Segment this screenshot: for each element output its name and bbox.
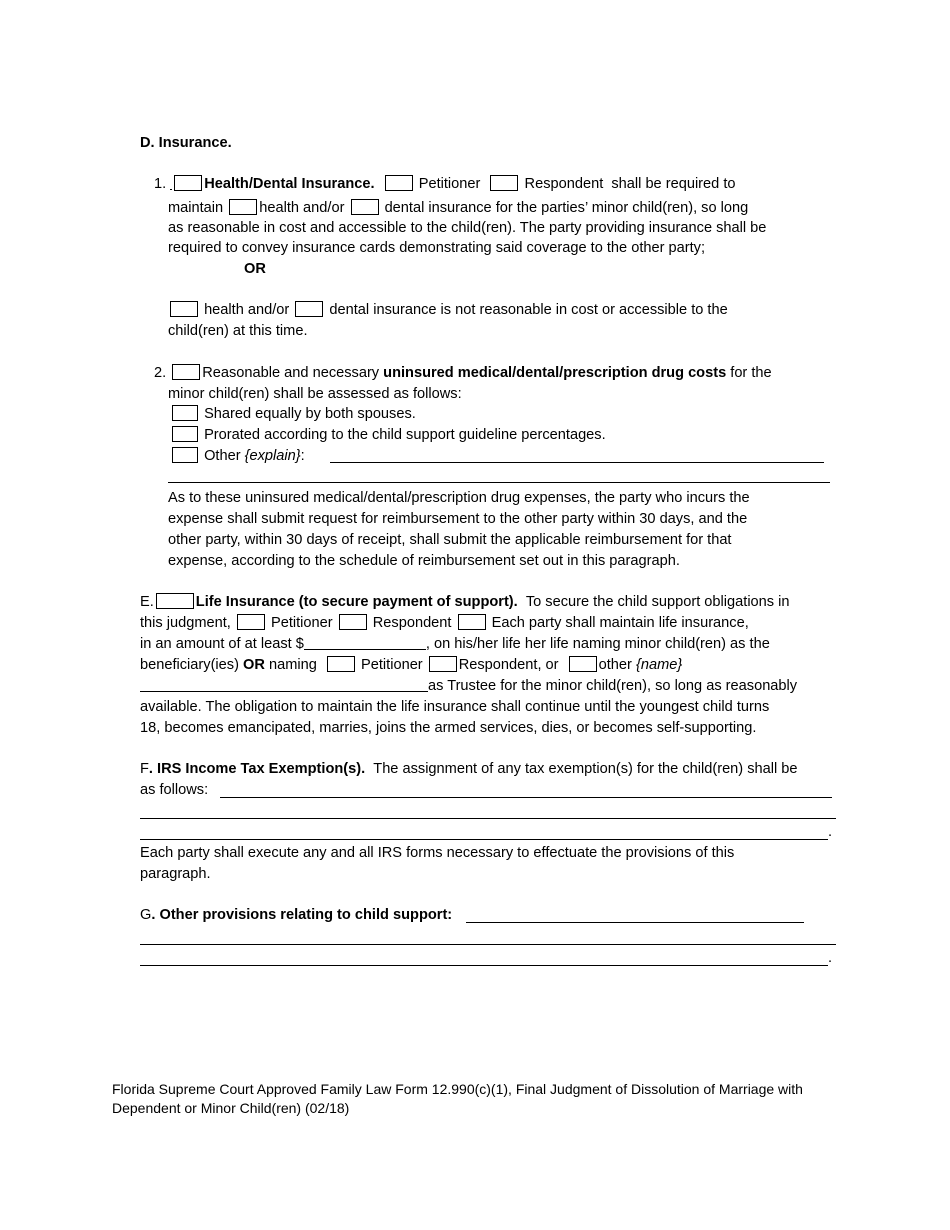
item1-petitioner-label: Petitioner (418, 176, 481, 192)
item2-pre: Reasonable and necessary (202, 365, 380, 381)
section-g-title: . Other provisions relating to child support: (151, 907, 453, 923)
section-f-title: . IRS Income Tax Exemption(s). (148, 761, 366, 777)
shared-equally-checkbox[interactable] (172, 405, 198, 421)
item1-or: OR (244, 261, 266, 277)
item2-bold: uninsured medical/dental/prescription drug costs (383, 365, 727, 381)
item2-opt3 (168, 446, 305, 467)
alt-dental-checkbox[interactable] (295, 301, 323, 317)
item1-line1 (154, 174, 736, 195)
other-explain: {explain} (244, 448, 301, 464)
item1-maintain: maintain (168, 200, 224, 216)
item2-opt2 (168, 425, 606, 446)
tax-exemption-field-3[interactable] (140, 839, 828, 840)
trustee-other-checkbox[interactable] (569, 656, 597, 672)
section-d-title: D. Insurance. (140, 135, 232, 151)
section-f-period: . (828, 824, 833, 840)
section-e-l2-pre: this judgment, (140, 615, 231, 631)
other-explain-field-2[interactable] (168, 482, 830, 483)
life-respondent-label: Respondent (372, 615, 452, 631)
tax-exemption-field-2[interactable] (140, 818, 836, 819)
trustee-respondent-checkbox[interactable] (429, 656, 457, 672)
item1-petitioner-checkbox[interactable] (385, 175, 413, 191)
health-dental-checkbox[interactable] (174, 175, 202, 191)
section-e-naming: naming (268, 657, 317, 673)
section-e-line1 (140, 592, 790, 613)
prorated-label: Prorated according to the child support guideline percentages. (204, 427, 606, 443)
trustee-petitioner-label: Petitioner (361, 657, 423, 673)
section-e-l5-post: as Trustee for the minor child(ren), so long as reasonably (428, 678, 798, 694)
life-each-party-label: Each party shall maintain life insurance, (491, 615, 749, 631)
section-e-letter: E. (140, 594, 154, 610)
item1-line3: as reasonable in cost and accessible to the child(ren). The party providing insurance shall be (168, 220, 767, 236)
other-provisions-field-1[interactable] (466, 922, 804, 923)
item2-number: 2. (154, 365, 167, 381)
item1-line2 (168, 198, 748, 219)
section-e-l3-pre: in an amount of at least $ (140, 636, 304, 652)
item2-para2: expense shall submit request for reimbursement to the other party within 30 days, and the (168, 511, 748, 527)
item1-alt-line2: child(ren) at this time. (168, 323, 308, 339)
section-g-period: . (828, 950, 833, 966)
life-each-party-checkbox[interactable] (458, 614, 486, 630)
item1-title: Health/Dental Insurance. (204, 176, 375, 192)
footer-line1: Florida Supreme Court Approved Family Law Form 12.990(c)(1), Final Judgment of Dissolution of Marriage with (112, 1081, 803, 1097)
section-e-line5 (140, 676, 797, 697)
item1-respondent-label: Respondent (524, 176, 604, 192)
alt-health-label: health and/or (204, 302, 290, 318)
tax-exemption-field-1[interactable] (220, 797, 832, 798)
section-e-title-post: To secure the child support obligations in (525, 594, 790, 610)
trustee-respondent-label: Respondent, or (458, 657, 559, 673)
alt-health-checkbox[interactable] (170, 301, 198, 317)
section-e-line3 (140, 634, 770, 655)
section-f-letter: F (140, 761, 149, 777)
item1-health-label: health and/or (259, 200, 345, 216)
life-petitioner-checkbox[interactable] (237, 614, 265, 630)
shared-equally-label: Shared equally by both spouses. (204, 406, 416, 422)
section-e-line7: 18, becomes emancipated, marries, joins the armed services, dies, or becomes self-supporting. (140, 720, 757, 736)
section-g-line1 (140, 905, 452, 926)
item2-line2: minor child(ren) shall be assessed as follows: (168, 386, 462, 402)
other-provisions-field-3[interactable] (140, 965, 828, 966)
section-f-line1 (140, 759, 798, 780)
item1-number: 1. (154, 176, 167, 192)
item2-opt1 (168, 404, 416, 425)
item2-para1: As to these uninsured medical/dental/prescription drug expenses, the party who incurs the (168, 490, 750, 506)
item1-dental-text: dental insurance for the parties’ minor child(ren), so long (384, 200, 749, 216)
section-e-line6: available. The obligation to maintain the life insurance shall continue until the youngest child turns (140, 699, 770, 715)
section-f-post: The assignment of any tax exemption(s) for the child(ren) shall be (373, 761, 798, 777)
item1-shall: shall be required to (611, 176, 736, 192)
section-e-title: Life Insurance (to secure payment of support). (195, 594, 518, 610)
item2-post: for the (730, 365, 772, 381)
life-amount-field[interactable] (304, 635, 426, 650)
section-e-line4 (140, 655, 682, 676)
item2-line1 (154, 363, 772, 384)
section-e-line2 (140, 613, 749, 634)
item1-alt-line1 (168, 300, 728, 321)
trustee-name-field[interactable] (140, 677, 428, 692)
section-f-para2: paragraph. (140, 866, 211, 882)
section-e-or: OR (243, 657, 265, 673)
section-e-l3-post: , on his/her life her life naming minor child(ren) as the (425, 636, 770, 652)
other-label: Other (204, 448, 241, 464)
item2-para4: expense, according to the schedule of reimbursement set out in this paragraph. (168, 553, 680, 569)
item2-para3: other party, within 30 days of receipt, shall submit the applicable reimbursement for that (168, 532, 732, 548)
trustee-petitioner-checkbox[interactable] (327, 656, 355, 672)
trustee-other-label: other (598, 657, 632, 673)
prorated-checkbox[interactable] (172, 426, 198, 442)
life-petitioner-label: Petitioner (270, 615, 333, 631)
item1-dental-checkbox[interactable] (351, 199, 379, 215)
trustee-other-name: {name} (635, 657, 683, 673)
life-insurance-checkbox[interactable] (156, 593, 194, 609)
section-e-l4-pre: beneficiary(ies) (140, 657, 239, 673)
section-f-line2 (140, 780, 208, 801)
item1-line4: required to convey insurance cards demonstrating said coverage to the other party; (168, 240, 706, 256)
section-f-as-follows: as follows: (140, 782, 209, 798)
item1-health-checkbox[interactable] (229, 199, 257, 215)
footer-line2: Dependent or Minor Child(ren) (02/18) (112, 1100, 350, 1116)
section-f-para1: Each party shall execute any and all IRS forms necessary to effectuate the provisions of this (140, 845, 735, 861)
other-explain-checkbox[interactable] (172, 447, 198, 463)
alt-dental-text: dental insurance is not reasonable in cost or accessible to the (329, 302, 728, 318)
uninsured-costs-checkbox[interactable] (172, 364, 200, 380)
item1-respondent-checkbox[interactable] (490, 175, 518, 191)
other-colon: : (300, 448, 305, 464)
life-respondent-checkbox[interactable] (339, 614, 367, 630)
section-g-letter: G (140, 907, 152, 923)
other-explain-field[interactable] (330, 462, 824, 463)
other-provisions-field-2[interactable] (140, 944, 836, 945)
